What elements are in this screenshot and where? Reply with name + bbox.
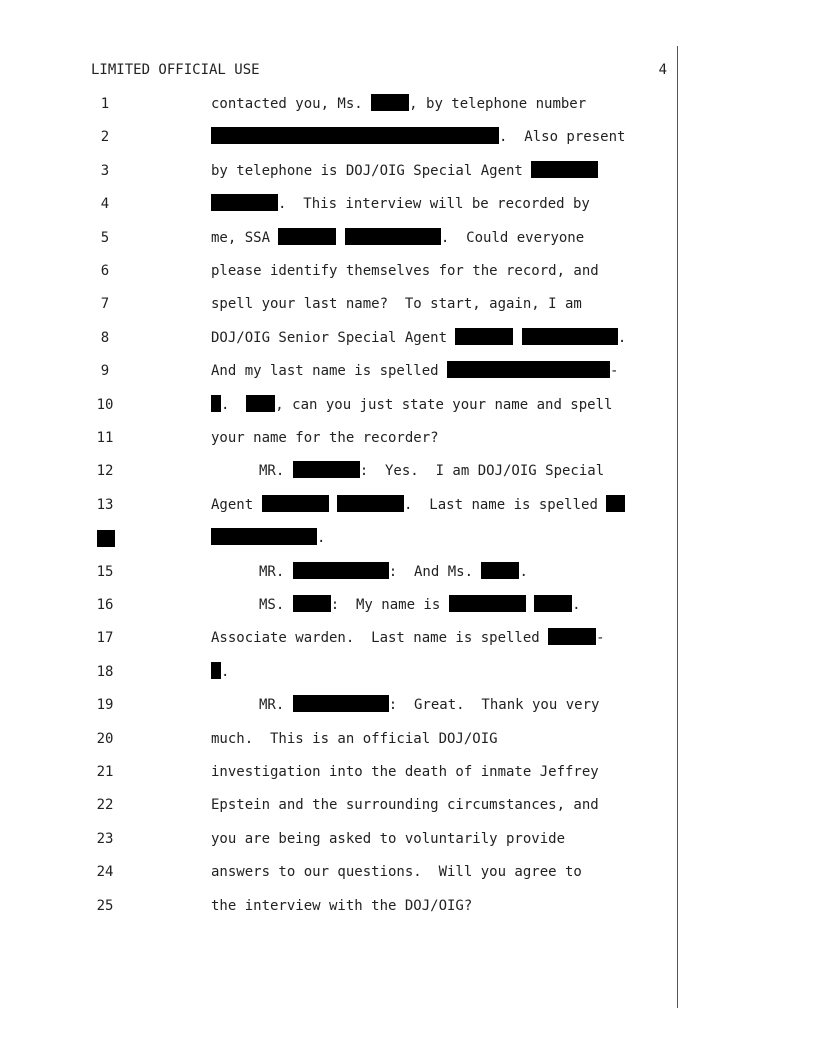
text-segment	[526, 597, 534, 613]
transcript-line	[0, 795, 816, 815]
line-number: 7	[100, 296, 110, 313]
transcript-line	[0, 595, 816, 615]
text-segment: answers to our questions. Will you agree to	[211, 864, 582, 881]
line-number: 13	[96, 496, 114, 513]
text-segment: : Great. Thank you very	[388, 697, 600, 714]
text-segment	[513, 330, 521, 346]
text-segment: please identify themselves for the record, and	[211, 263, 599, 279]
redaction-box	[262, 495, 329, 512]
text-segment: by telephone is DOJ/OIG Special Agent	[211, 162, 532, 179]
text-segment: me, SSA	[211, 229, 279, 246]
line-text	[211, 729, 498, 749]
text-segment: spell your last name? To start, again, I am	[211, 296, 582, 313]
text-segment: investigation into the death of inmate Jeffrey	[211, 764, 599, 780]
text-segment: .	[221, 396, 247, 413]
redaction-box	[211, 662, 221, 679]
line-number: 23	[96, 830, 114, 847]
text-segment: . Could everyone	[440, 229, 585, 246]
transcript-line	[0, 662, 816, 682]
transcript-line	[0, 328, 816, 348]
line-number: 4	[100, 196, 110, 213]
text-segment: you are being asked to voluntarily provide	[211, 830, 566, 847]
redaction-box	[534, 595, 572, 612]
redaction-box	[293, 595, 331, 612]
line-number: 6	[100, 263, 110, 279]
transcript-line	[0, 94, 816, 114]
redaction-box	[606, 495, 625, 512]
transcript-line	[0, 261, 816, 281]
text-segment: .	[617, 329, 627, 346]
line-text	[211, 695, 599, 715]
line-number: 21	[96, 764, 114, 780]
redaction-box	[548, 628, 596, 645]
transcript-line	[0, 228, 816, 248]
redaction-box	[449, 595, 526, 612]
line-number: 18	[96, 663, 114, 680]
text-segment: .	[317, 530, 326, 547]
text-segment: Associate warden. Last name is spelled	[211, 630, 549, 647]
text-segment: your name for the recorder?	[211, 430, 439, 446]
text-segment: MR.	[259, 563, 293, 580]
transcript-line	[0, 395, 816, 415]
redaction-box	[211, 194, 278, 211]
line-text	[211, 161, 598, 181]
text-segment: . This interview will be recorded by	[278, 196, 590, 213]
line-number: 5	[100, 229, 110, 246]
redaction-box	[211, 127, 499, 144]
line-text	[211, 428, 439, 448]
line-text	[211, 762, 599, 782]
redaction-box	[455, 328, 513, 345]
line-text	[211, 862, 582, 882]
line-text	[211, 328, 626, 348]
transcript-line	[0, 428, 816, 448]
transcript-line	[0, 628, 816, 648]
transcript-line	[0, 695, 816, 715]
text-segment: .	[572, 597, 581, 613]
redaction-box	[293, 695, 389, 712]
text-segment: And my last name is spelled	[211, 363, 448, 380]
redacted-line-number	[97, 530, 115, 547]
text-segment	[336, 230, 344, 246]
redaction-box	[246, 395, 275, 412]
transcript-line	[0, 729, 816, 749]
text-segment: : My name is	[330, 597, 449, 613]
text-segment: , by telephone number	[409, 96, 587, 112]
line-text	[211, 495, 625, 515]
redaction-box	[211, 528, 317, 545]
line-number: 9	[100, 363, 110, 380]
line-number: 1	[100, 96, 110, 112]
text-segment: MR.	[259, 463, 293, 480]
redaction-box	[293, 562, 389, 579]
text-segment: , can you just state your name and spell	[275, 396, 613, 413]
redaction-box	[371, 94, 409, 111]
redaction-box	[345, 228, 441, 245]
line-text	[211, 361, 618, 381]
line-number: 8	[100, 329, 110, 346]
redaction-box	[211, 395, 221, 412]
line-text	[211, 528, 325, 548]
transcript-line	[0, 194, 816, 214]
transcript-line	[0, 862, 816, 882]
line-number: 17	[96, 630, 114, 647]
redaction-box	[447, 361, 610, 378]
text-segment: DOJ/OIG Senior Special Agent	[211, 329, 456, 346]
text-segment: .	[221, 663, 230, 680]
line-text	[211, 896, 472, 916]
line-number: 25	[96, 897, 114, 914]
text-segment: MR.	[259, 697, 293, 714]
redaction-box	[522, 328, 618, 345]
text-segment: : Yes. I am DOJ/OIG Special	[359, 463, 605, 480]
text-segment: Agent	[211, 496, 262, 513]
line-text	[211, 595, 581, 615]
line-number: 24	[96, 864, 114, 881]
line-text	[211, 261, 599, 281]
line-number: 10	[96, 396, 114, 413]
text-segment: -	[596, 630, 605, 647]
line-number: 15	[96, 563, 114, 580]
text-segment: : And Ms.	[388, 563, 482, 580]
transcript-line	[0, 495, 816, 515]
text-segment: -	[610, 363, 619, 380]
line-number: 19	[96, 697, 114, 714]
transcript-line	[0, 829, 816, 849]
text-segment: MS.	[259, 597, 293, 613]
line-text	[211, 194, 590, 214]
text-segment	[329, 497, 337, 513]
line-text	[211, 829, 565, 849]
redaction-box	[531, 161, 598, 178]
transcript-line	[0, 161, 816, 181]
line-text	[211, 127, 625, 147]
transcript-line	[0, 762, 816, 782]
line-text	[211, 395, 612, 415]
text-segment: . Also present	[499, 129, 626, 146]
text-segment: much. This is an official DOJ/OIG	[211, 730, 498, 747]
line-text	[211, 795, 599, 815]
line-number: 3	[100, 162, 110, 179]
transcript-line	[0, 294, 816, 314]
line-text	[211, 461, 604, 481]
redaction-box	[481, 562, 519, 579]
redaction-box	[293, 461, 360, 478]
line-number: 12	[96, 463, 114, 480]
text-segment: Epstein and the surrounding circumstances, and	[211, 797, 599, 814]
transcript-line	[0, 127, 816, 147]
classification-header: LIMITED OFFICIAL USE	[91, 62, 260, 78]
line-number: 22	[96, 797, 114, 814]
text-segment: . Last name is spelled	[404, 496, 607, 513]
line-number: 2	[100, 129, 110, 146]
line-text	[211, 94, 586, 114]
text-segment: contacted you, Ms.	[211, 96, 372, 112]
line-number: 16	[96, 597, 114, 613]
line-number: 20	[96, 730, 114, 747]
line-number: 11	[96, 430, 114, 446]
transcript-line	[0, 896, 816, 916]
line-text	[211, 228, 584, 248]
page-number: 4	[658, 62, 667, 78]
line-text	[211, 562, 528, 582]
transcript-line	[0, 361, 816, 381]
redaction-box	[337, 495, 404, 512]
transcript-line	[0, 528, 816, 548]
line-text	[211, 294, 582, 314]
text-segment: the interview with the DOJ/OIG?	[211, 897, 473, 914]
redaction-box	[278, 228, 336, 245]
transcript-line	[0, 562, 816, 582]
transcript-line	[0, 461, 816, 481]
line-text	[211, 662, 229, 682]
text-segment: .	[519, 563, 528, 580]
line-text	[211, 628, 605, 648]
